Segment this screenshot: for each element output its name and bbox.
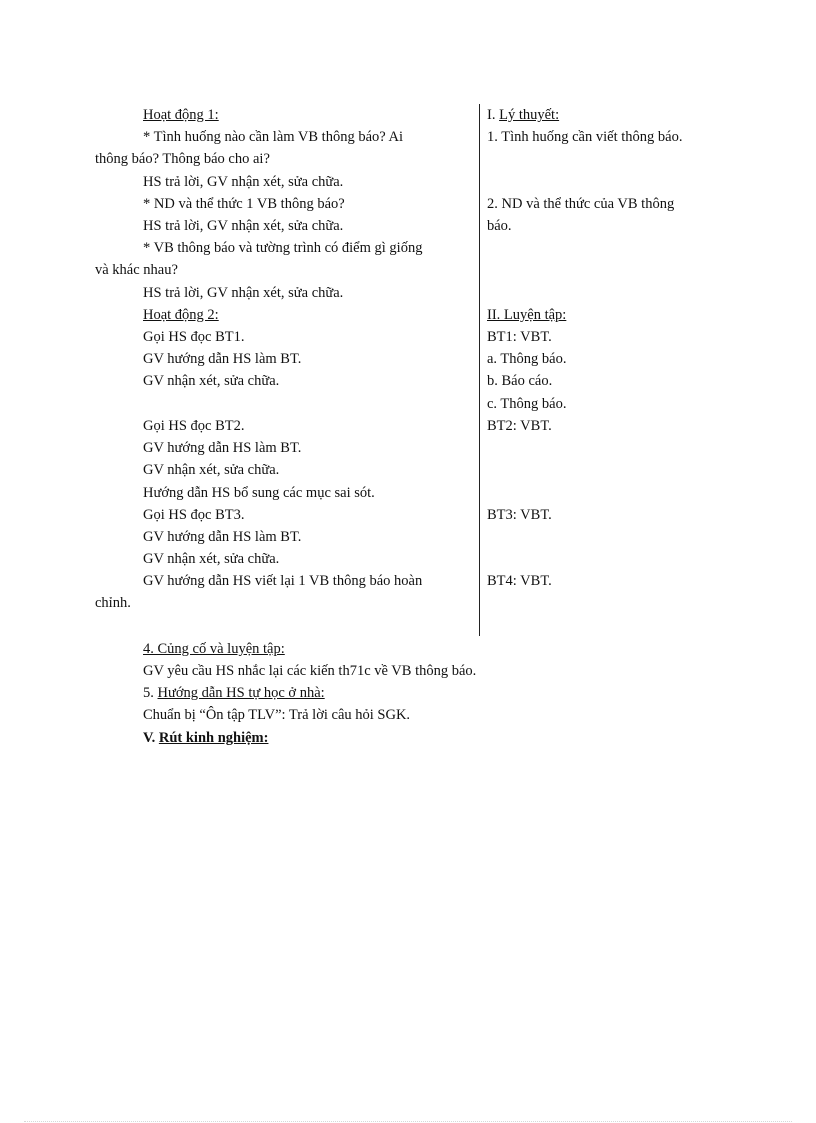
- bt3-guide: GV hướng dẫn HS làm BT.: [143, 529, 302, 545]
- answer3: HS trả lời, GV nhận xét, sửa chữa.: [143, 285, 344, 301]
- theory-item2-line2: báo.: [487, 218, 512, 234]
- self-study-title: Hướng dẫn HS tự học ở nhà:: [157, 685, 325, 701]
- bt3-review: GV nhận xét, sửa chữa.: [143, 551, 280, 567]
- question2: * ND và thể thức 1 VB thông báo?: [143, 196, 345, 212]
- bt2-supplement: Hướng dẫn HS bổ sung các mục sai sót.: [143, 485, 375, 501]
- bt2-answer: BT2: VBT.: [487, 418, 552, 434]
- consolidation-title: 4. Củng cố và luyện tập:: [143, 641, 285, 657]
- bt3-answer: BT3: VBT.: [487, 507, 552, 523]
- self-study-text: Chuẩn bị “Ôn tập TLV”: Trả lời câu hỏi SGK.: [143, 707, 411, 723]
- self-study-heading: [143, 683, 325, 703]
- bt4-line2: chỉnh.: [95, 595, 131, 611]
- answer1: HS trả lời, GV nhận xét, sửa chữa.: [143, 174, 344, 190]
- bt1-read: Gọi HS đọc BT1.: [143, 329, 245, 345]
- theory-item2-line1: 2. ND và thể thức của VB thông: [487, 196, 675, 212]
- consolidation-text: GV yêu cầu HS nhắc lại các kiến th71c về VB thông báo.: [143, 663, 477, 679]
- theory-prefix: I.: [487, 107, 500, 123]
- bt2-review: GV nhận xét, sửa chữa.: [143, 462, 280, 478]
- bt4-line1: GV hướng dẫn HS viết lại 1 VB thông báo hoàn: [143, 573, 423, 589]
- bt1-answer: BT1: VBT.: [487, 329, 552, 345]
- bt1-answer-c: c. Thông báo.: [487, 396, 567, 412]
- bt3-read: Gọi HS đọc BT3.: [143, 507, 245, 523]
- bt1-answer-b: b. Báo cáo.: [487, 373, 553, 389]
- bt2-read: Gọi HS đọc BT2.: [143, 418, 245, 434]
- experience-title: Rút kinh nghiệm:: [158, 730, 269, 746]
- question3-line1: * VB thông báo và tường trình có điểm gì giống: [143, 240, 423, 256]
- bt1-answer-a: a. Thông báo.: [487, 351, 567, 367]
- activity1-title: Hoạt động 1:: [143, 107, 219, 123]
- experience-heading: [143, 728, 268, 748]
- question3-line2: và khác nhau?: [95, 262, 178, 278]
- self-study-prefix: 5.: [143, 685, 158, 701]
- page-bottom-border: [24, 1121, 792, 1122]
- answer2: HS trả lời, GV nhận xét, sửa chữa.: [143, 218, 344, 234]
- experience-prefix: V.: [143, 730, 159, 746]
- practice-title: II. Luyện tập:: [487, 307, 567, 323]
- theory-title: Lý thuyết:: [499, 107, 560, 123]
- bt4-answer: BT4: VBT.: [487, 573, 552, 589]
- question1-line1: * Tình huống nào cần làm VB thông báo? Ai: [143, 129, 404, 145]
- theory-heading: [487, 105, 559, 125]
- question1-line2: thông báo? Thông báo cho ai?: [95, 151, 270, 167]
- activity2-title: Hoạt động 2:: [143, 307, 219, 323]
- bt1-review: GV nhận xét, sửa chữa.: [143, 373, 280, 389]
- theory-item1: 1. Tình huống cần viết thông báo.: [487, 129, 683, 145]
- column-divider: [479, 104, 480, 636]
- bt1-guide: GV hướng dẫn HS làm BT.: [143, 351, 302, 367]
- bt2-guide: GV hướng dẫn HS làm BT.: [143, 440, 302, 456]
